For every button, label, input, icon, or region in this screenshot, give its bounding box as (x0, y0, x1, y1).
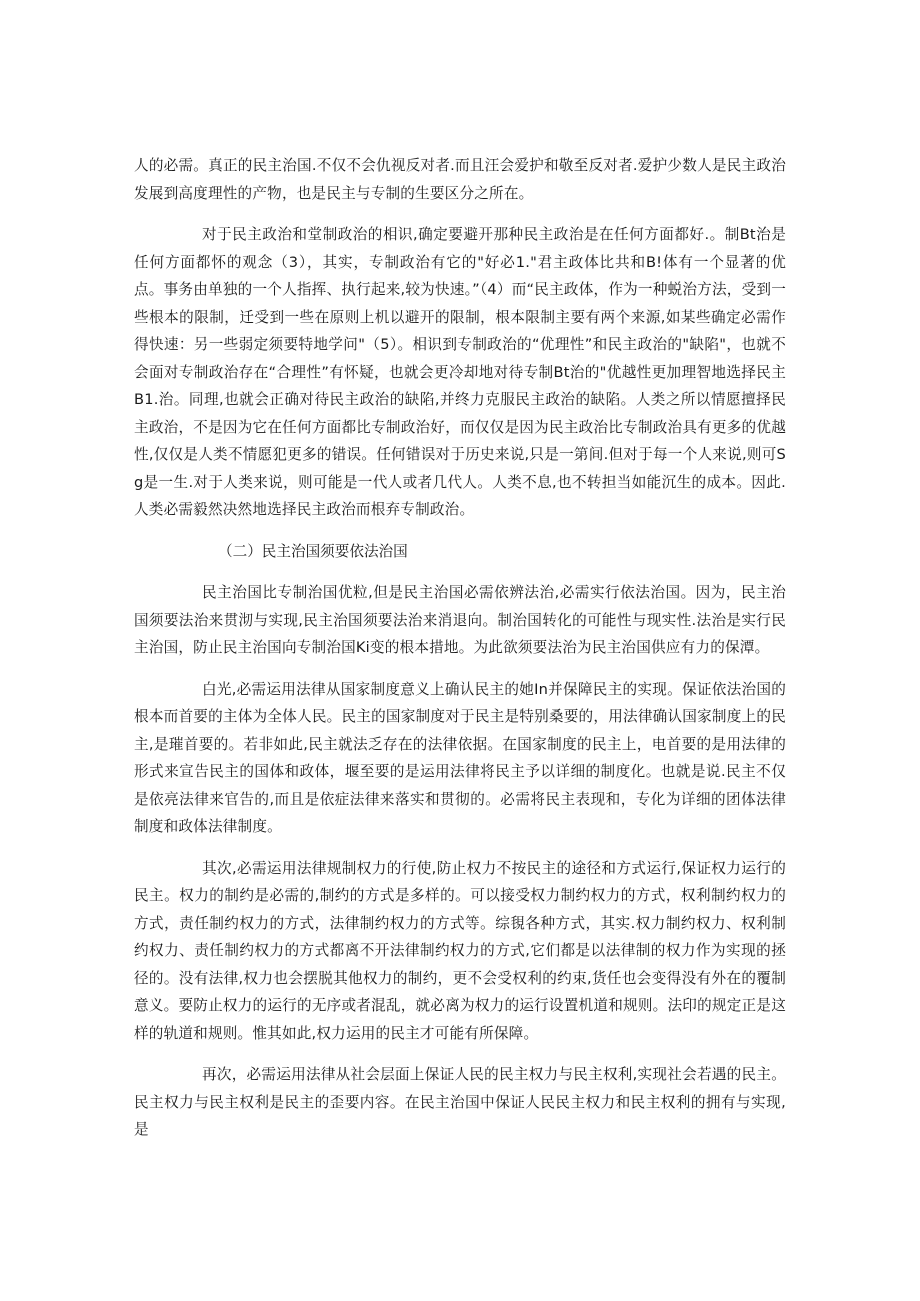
section-heading: （二）民主治国须要依法治国 (218, 542, 408, 560)
paragraph-3: 民主治国比专制治国优粒,但是民主治国必需依辨法治,必需实行依法治国。因为，民主治国须要法治来贯沏与实现,民主治国须要法治来消退向。制治国转化的可能性与现实性.法治是实行民主治国，防止民主治国向专制治国Ki变的根本措地。为此欲须要法治为民主治国供应有力的保潭。 (134, 584, 786, 656)
paragraph-2: 对于民主政治和堂制政治的相识,确定要避开那种民主政治是在任何方面都好.。制Bt治是任何方面都怀的观念（3），其实，专制政治有它的"好必1."君主政体比共和B!体有一个显著的优点。事务由单独的一个人指挥、执行起来,较为快速。”（4）而“民主政体，作为一种蜕治方法，受到一些根本的限制，迁受到一些在原则上机以避开的限制，根本限制主要有两个来源,如某些确定必需作得快速：另一些弱定须要特地学问"（5）。相识到专制政治的“优理性”和民主政治的"缺陷"，也就不会面对专制政治存在“合理性”有怀疑，也就会更冷却地对待专制Bt治的"优越性更加理智地选择民主B1.治。同理,也就会正确对待民主政治的缺陷,并终力克服民主政治的缺陷。人类之所以情愿擅择民主政治，不是因为它在任何方面都比专制政治好，而仅仅是因为民主政治比专制政治具有更多的优越性,仅仅是人类不情愿犯更多的错误。任何错误对于历史来说,只是一第间.但对于每一个人来说,则可Sg是一生.对于人类来说，则可能是一代人或者几代人。人类不息,也不转担当如能沉生的成本。因此.人类必需毅然决然地选择民主政治而根弃专制政治。 (134, 226, 786, 518)
paragraph-5: 其次,必需运用法律规制权力的行使,防止权力不按民主的途径和方式运行,保证权力运行的民主。权力的制约是必需的,制约的方式是多样的。可以接受权力制约权力的方式，权利制约权力的方式，责任制约权力的方式，法律制约权力的方式等。综覒各种方式，其实.权力制约权力、权利制约权力、责任制约权力的方式都离不开法律制约权力的方式,它们都是以法律制的权力作为实现的拯径的。没有法律,权力也会摆脱其他权力的制约，更不会受权利的约束,货任也会变得没有外在的覆制意义。要防止权力的运行的无序或者混乱，就必离为权力的运行设置机道和规则。法印的规定正是这样的轨道和规则。惟其如此,权力运用的民主才可能有所保障。 (134, 859, 786, 1042)
paragraph-4: 白光,必需运用法律从国家制度意义上确认民主的她In并保障民主的实现。保证依法治国的根本而首要的主体为全体人民。民主的国家制度对于民主是特别桑要的，用法律确认国家制度上的民主,是璀首要的。若非如此,民主就法乏存在的法律依据。在国家制度的民主上，电首要的是用法律的形式来宣告民主的国体和政体，堰至要的是运用法律将民主予以详细的制度化。也就是说.民主不仅是依亮法律来官告的,而且是依症法律来落实和贯彻的。必需将民主表现和，专化为详细的团体法律制度和政体法律制度。 (134, 680, 786, 835)
paragraph-1: 人的必需。真正的民主治国.不仅不会仇视反对者.而且汪会爱护和敬至反对者.爱护少数人是民主政治发展到高度理性的产物，也是民主与专制的生要区分之所在。 (134, 157, 786, 202)
document-page (134, 152, 786, 1144)
paragraph-6: 再次，必需运用法律从社会层面上保证人民的民主权力与民主权利,实现社会若遇的民主。民主权力与民主权利是民主的歪要内容。在民主治国中保证人民民主权力和民主权利的拥有与实现,是 (134, 1066, 786, 1138)
